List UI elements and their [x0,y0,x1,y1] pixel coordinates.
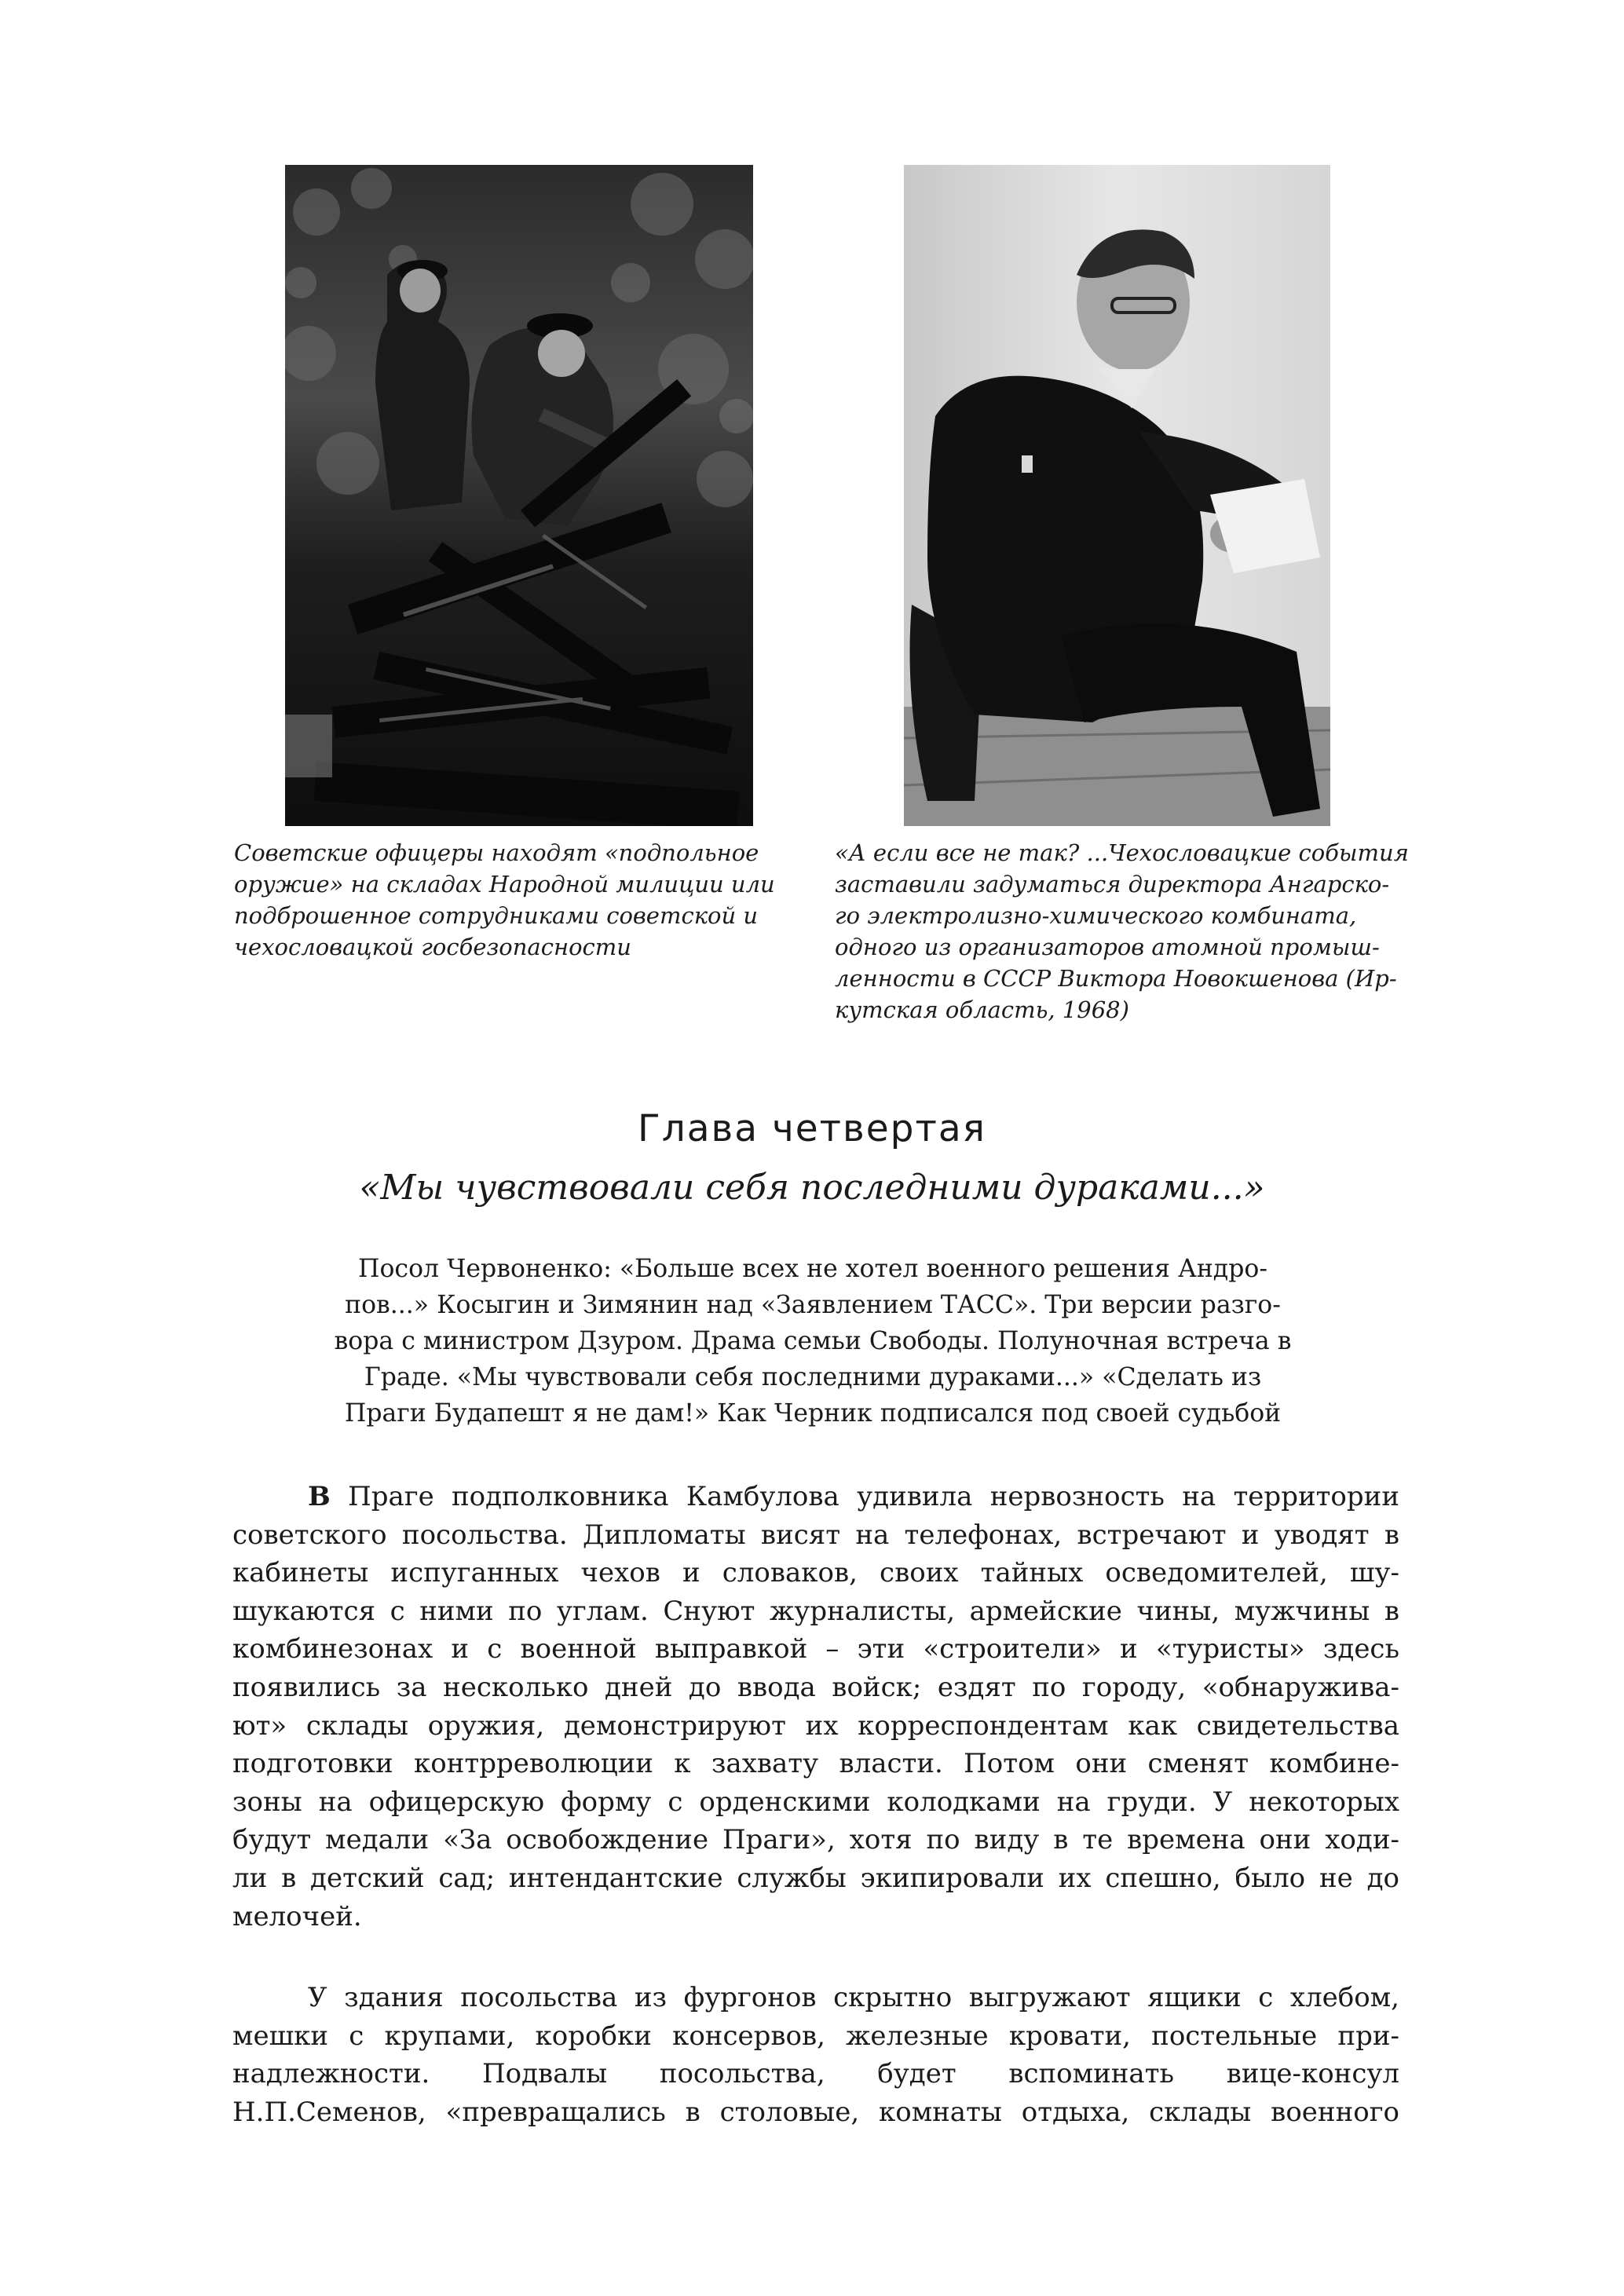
paragraph-first-line-text: Праге подполковника Камбулова удивила нервозность на территории [330,1481,1399,1512]
paragraph-line: подготовки контрреволюции к захвату власти. Потом они сменят комбине- [232,1748,1399,1780]
caption2-line: го электролизно-химического комбината, [835,902,1357,929]
caption2-line: кутская область, 1968) [835,996,1129,1023]
synopsis-line: пов...» Косыгин и Зимянин над «Заявлением ТАСС». Три версии разго- [345,1291,1281,1319]
chapter-title: Глава четвертая [638,1107,986,1150]
body-paragraph-2 [232,1979,1399,2131]
paragraph-initial: В [308,1481,331,1512]
paragraph-line: Н.П.Семенов, «превращались в столовые, комнаты отдыха, склады военного [232,2096,1399,2128]
caption1-line: Советские офицеры находят «подпольное [234,839,759,866]
paragraph-line: зоны на офицерскую форму с орденскими колодками на груди. У некоторых [232,1786,1399,1818]
paragraph-line: надлежности. Подвалы посольства, будет вспоминать вице-консул [232,2058,1399,2090]
photo1-caption [234,837,799,963]
paragraph-line: шукаются с ними по углам. Снуют журналисты, армейские чины, мужчины в [232,1595,1399,1627]
caption1-line: чехословацкой госбезопасности [234,934,631,960]
caption2-line: заставили задуматься директора Ангарско- [835,871,1390,898]
paragraph-line: кабинеты испуганных чехов и словаков, своих тайных осведомителей, шу- [232,1557,1399,1589]
synopsis-line: Посол Червоненко: «Больше всех не хотел военного решения Андро- [358,1255,1267,1283]
seated-man-photo [904,165,1330,826]
synopsis-line: вора с министром Дзуром. Драма семьи Свободы. Полуночная встреча в [334,1327,1292,1355]
photo2-caption [835,837,1416,1026]
paragraph-line: появились за несколько дней до ввода войск; ездят по городу, «обнаружива- [232,1671,1399,1703]
synopsis-line: Праги Будапешт я не дам!» Как Черник подписался под своей судьбой [344,1399,1282,1428]
photo2-image [904,165,1330,826]
caption1-line: подброшенное сотрудниками советской и [234,902,759,929]
paragraph-line: ли в детский сад; интендантские службы экипировали их спешно, было не до [232,1862,1399,1894]
synopsis-line: Граде. «Мы чувствовали себя последними дураками...» «Сделать из [364,1363,1262,1391]
paragraph-first-line [232,1478,1399,1516]
chapter-synopsis [298,1251,1327,1431]
body-paragraph-1 [232,1478,1399,1936]
paragraph-line: мешки с крупами, коробки консервов, железные кровати, постельные при- [232,2020,1399,2052]
chapter-subtitle: «Мы чувствовали себя последними дураками...» [359,1168,1265,1208]
photo1-image [285,165,753,826]
paragraph-line: советского посольства. Дипломаты висят на телефонах, встречают и уводят в [232,1519,1399,1551]
paragraph-line: ют» склады оружия, демонстрируют их корреспондентам как свидетельства [232,1709,1399,1742]
paragraph-line: будут медали «За освобождение Праги», хотя по виду в те времена они ходи- [232,1824,1399,1856]
paragraph-line: У здания посольства из фургонов скрытно выгружают ящики с хлебом, [308,1982,1399,2013]
officers-with-weapons-photo [285,165,753,826]
caption2-line: ленности в СССР Виктора Новокшенова (Ир- [835,965,1397,992]
paragraph-line: комбинезонах и с военной выправкой – эти «строители» и «туристы» здесь [232,1633,1399,1665]
caption2-line: «А если все не так? ...Чехословацкие события [835,839,1409,866]
paragraph-line: мелочей. [232,1900,362,1932]
caption1-line: оружие» на складах Народной милиции или [234,871,775,898]
caption2-line: одного из организаторов атомной промыш- [835,934,1380,960]
